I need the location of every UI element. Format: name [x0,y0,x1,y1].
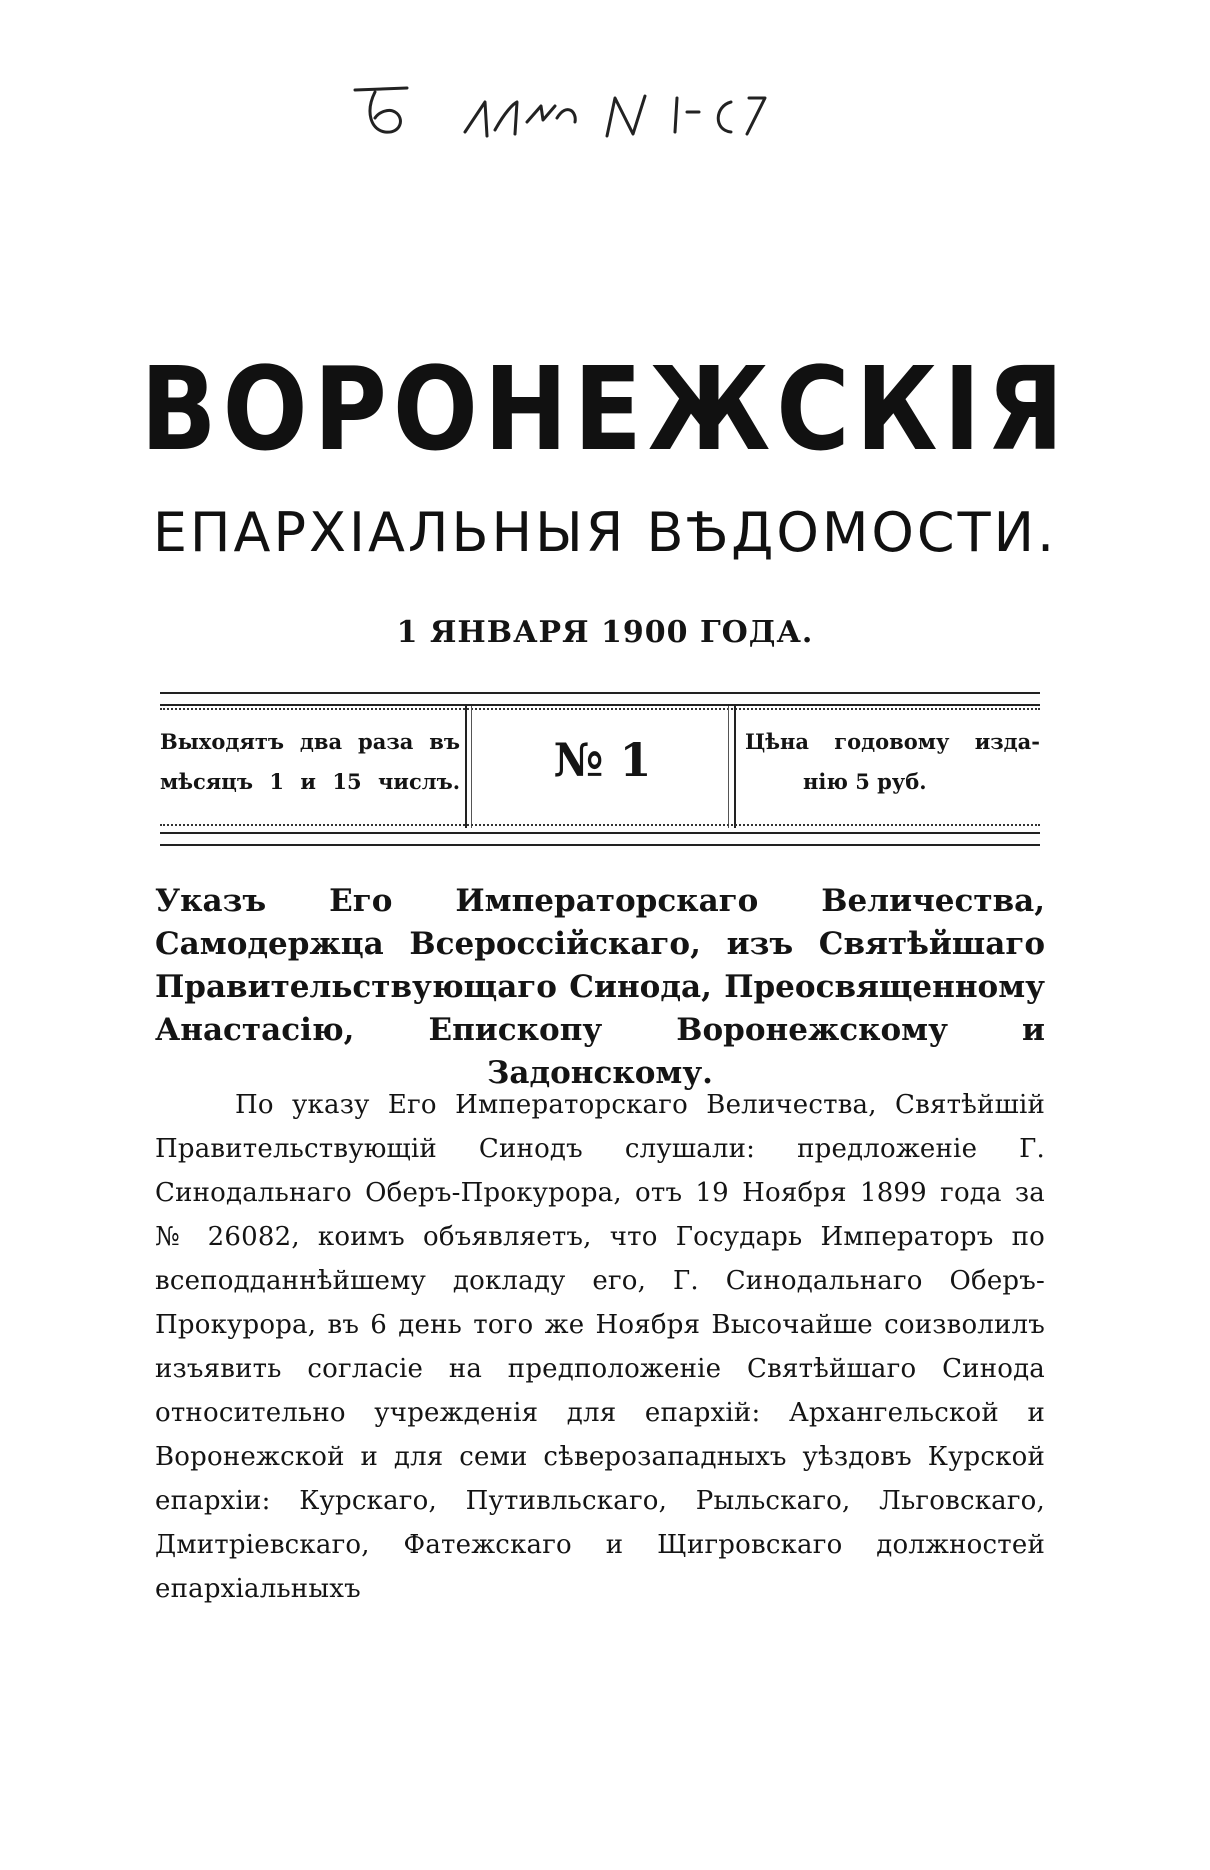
decree-heading: Указъ Его Императорскаго Величества, Самодержца Всероссійскаго, изъ Святѣйшаго Правительствующаго Синода, Преосвященному Анастасію, Епископу Воронежскому и Задонскому. [155,883,1045,1091]
newspaper-subtitle: ЕПАРХІАЛЬНЫЯ ВѢДОМОСТИ. [152,501,1058,564]
issue-number: № 1 [553,733,652,787]
divider-line [734,706,736,828]
divider-line [471,706,472,828]
issue-date: 1 ЯНВАРЯ 1900 ГОДА. [396,615,814,650]
price-line-2: нію 5 руб. [803,769,927,794]
newspaper-title: ВОРОНЕЖСКІЯ [140,342,1070,477]
divider-line [465,706,467,828]
divider-line [728,706,729,828]
bottom-dotted-rule [160,824,1040,826]
handwritten-shelfmark [345,72,825,162]
bottom-double-rule [160,832,1040,846]
masthead [0,342,1210,650]
handwritten-ink [345,72,825,162]
price-line-1: Цѣна годовому изда- [745,729,1040,754]
top-double-rule [160,692,1040,706]
article-body: По указу Его Императорскаго Величества, Святѣйшій Правительствующій Синодъ слушали: предложеніе Г. Синодальнаго Оберъ-Прокурора, отъ 19 Ноября 1899 года за № 26082, коимъ объявляетъ, что Государь Императоръ по всеподданнѣйшему докладу его, Г. Синодальнаго Оберъ-Прокурора, въ 6 день того же Ноября Высочайше соизволилъ изъявить согласіе на предположеніе Святѣйшаго Синода относительно учрежденія для епархій: Архангельской и Воронежской и для семи сѣверозападныхъ уѣздовъ Курской епархіи: Курскаго, Путивльскаго, Рыльскаго, Льговскаго, Дмитріевскаго, Фатежскаго и Щигровскаго должностей епархіальныхъ [155,1090,1045,1604]
subscription-price [745,722,1040,802]
publication-schedule: Выходятъ два раза въ мѣсяцъ 1 и 15 числъ. [160,729,460,794]
info-bar [160,692,1040,844]
top-dotted-rule [160,708,1040,710]
